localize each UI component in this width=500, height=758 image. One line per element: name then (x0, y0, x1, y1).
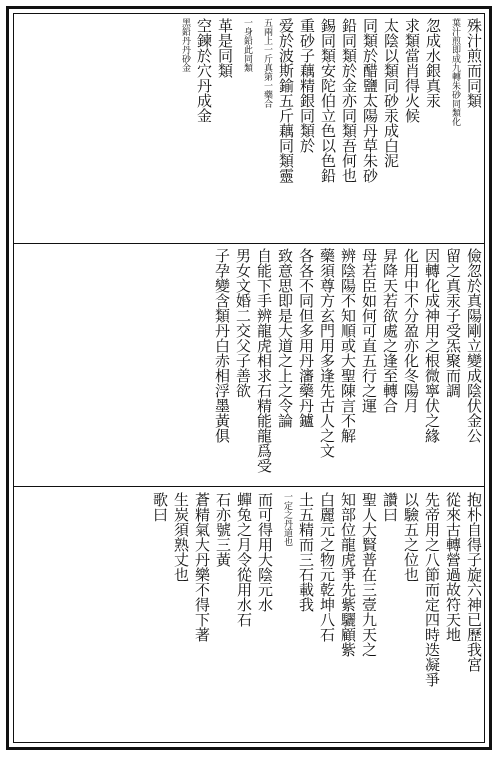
text-column: 一定之丹道也 (282, 492, 292, 546)
text-column: 知部位龍虎爭先紫驪顧紫 (339, 492, 357, 657)
text-column: 從來古轉營過故符天地 (444, 492, 462, 642)
text-column: 儉忽於真陽剛立變成陰伏金公 (465, 248, 483, 443)
text-column: 致意思即是大道之上之令論 (276, 248, 294, 428)
text-column: 革是同類 (216, 18, 234, 78)
text-column: 黑鉛丹丹砂金 (180, 18, 190, 72)
text-column: 五兩上一斤真第一藥合 (262, 18, 272, 108)
text-column: 男女文婚二交父子善欲 (234, 248, 252, 398)
text-column: 聖人大賢普在三壹九天之 (360, 492, 378, 657)
text-column: 歌曰 (151, 492, 169, 522)
text-column: 錫同類安陀伯立色以色鉛 (319, 18, 337, 183)
text-column: 先帝用之八節而定四時迭凝爭 (423, 492, 441, 687)
text-column: 抱朴自得子旋六神已歷我宮 (465, 492, 483, 672)
text-column: 重砂子藕精銀同類於 (298, 18, 316, 153)
text-column: 留之真汞子受炁聚而調 (444, 248, 462, 398)
text-column: 一身鉛此同類 (242, 18, 252, 72)
text-column: 以驗五之位也 (402, 492, 420, 582)
text-column: 石亦號三黃 (214, 492, 232, 567)
text-block-bottom (14, 492, 484, 742)
text-column: 而可得用大陰元水 (256, 492, 274, 612)
text-column: 自能下手辨龍虎相求石精能龍爲受 (255, 248, 273, 473)
text-column: 爱於波斯鍮五斤藕同類靈 (277, 18, 295, 183)
text-block-top (14, 18, 484, 240)
text-column: 生炭須熟丈也 (172, 492, 190, 582)
text-column: 殊汁煎而同類 (465, 18, 483, 108)
text-column: 求類當肖得火候 (403, 18, 421, 123)
text-column: 太陰以類同砂汞成白泥 (382, 18, 400, 168)
text-column: 蒼精氣大丹樂不得下著 (193, 492, 211, 642)
text-column: 葉汁煎即成九轉朱砂同類化 (450, 18, 460, 126)
text-column: 子孕變含類丹白赤相浮墨黃俱 (213, 248, 231, 443)
text-column: 鉛同類於金亦同類吾何也 (340, 18, 358, 183)
text-column: 忽成水銀真汞 (424, 18, 442, 108)
text-column: 空鍊於穴丹成金 (195, 18, 213, 123)
text-column: 昇降天若欲處之逢至轉合 (381, 248, 399, 413)
text-column: 辨陰陽不知順或大聖陳言不解 (339, 248, 357, 443)
text-column: 土五精而三石載我 (297, 492, 315, 612)
text-column: 白麗元之物元乾坤八石 (318, 492, 336, 642)
text-column: 藥須尊方玄門用多逢先古人之文 (318, 248, 336, 458)
text-block-middle (14, 248, 484, 482)
page-frame (6, 6, 492, 750)
text-column: 母若臣如何可直五行之運 (360, 248, 378, 413)
text-border (13, 13, 485, 743)
text-column: 因轉化成神用之根微寧伏之緣 (423, 248, 441, 443)
divider-bottom (14, 486, 484, 487)
divider-top (14, 243, 484, 244)
text-column: 讚曰 (381, 492, 399, 522)
text-column: 各各不同但多用丹瀋藥丹鑪 (297, 248, 315, 428)
text-column: 化用中不分盈亦化冬陽月 (402, 248, 420, 413)
text-column: 同類於醋鹽太陽丹草朱砂 (361, 18, 379, 183)
text-column: 蟬兔之月令從用水石 (235, 492, 253, 627)
